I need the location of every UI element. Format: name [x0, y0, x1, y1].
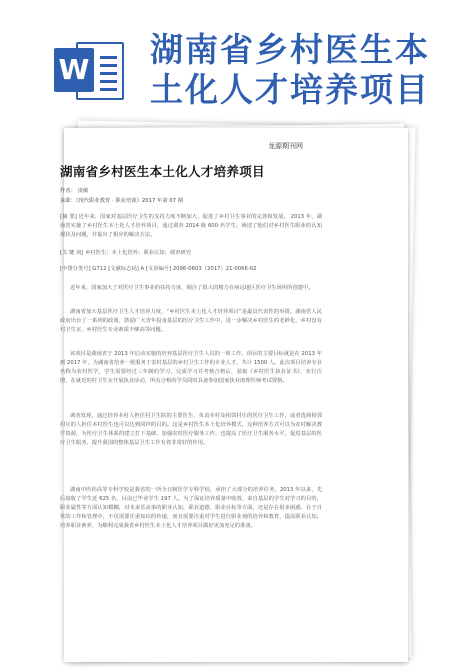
document-page	[64, 128, 408, 662]
banner-title-line-1: 湖南省乡村医生本	[150, 30, 430, 69]
abstract-paragraph: [摘 要] 近年来，国家对基层医疗卫生的支持力度不断加大，促进了乡村卫生事业的完善和发展。 2013 年，湖南省实施了乡村医生本土化人才培养项目，通过调查 2014 级 600 名学生，阐述了他们对乡村医生职业的认知现状及问题，并提出了相应的解决方法。	[60, 214, 322, 238]
source-label: 龙源期刊网	[268, 142, 303, 150]
body-paragraph: 近年来，国家加大了对医疗卫生事业的扶持力度，倾注了很大的精力在病远地区医疗卫生场所的创建中。	[70, 285, 314, 291]
author-line: 作者： 凌敏	[60, 188, 89, 194]
body-paragraph: 湖南中医药高等专科学校是我省的一所全日制医学专科学校，承担了大部分的培养任务。2013 年以来，先后接收了学生近 625 名，目前已毕业学生 197 人。为了保证培养质量中收效，来自基层的学生对学习的目的，职业属性等方面认知模糊，对未来乐从事的职业认知，职业道德、职业目标等方面，还是存在很多困惑，在于日常的工作和管理中，不仅需要注重知识的传递，而且需要注重对学生进行职业观的培养和教育，提高职业认知，培养职业素养，为顺利完成我省乡村医生本土化人才培养项目做好更加充足的准备。	[60, 487, 322, 529]
word-document-icon	[54, 36, 126, 104]
classification-paragraph: [中图分类号] G712 [文献标志码] A [文章编号] 2096-0603（2017）21-0066-02	[60, 266, 257, 272]
banner-title-line-2: 土化人才培养项目	[150, 70, 430, 109]
body-paragraph: 调查发现，通过培养本村人担任村卫生院的主要医生，负责本村及相邻村庄的医疗卫生工作，或者选择相邻村庄的人担任本村医生也可以达到同样的目的。这是乡村医生本土化培养模式，这种培养方式可以为农村解决教学资源，为医疗卫生体系的建立打下基础，加强农村医疗服务工作，也提高了医疗卫生服务水平，促进基层的医疗卫生服务，提升我国的整体基层卫生工作有着非常好的作用。	[60, 413, 322, 446]
keywords-paragraph: [关 键 词] 乡村医生；本土化培养；职业认知；调查研究	[60, 250, 192, 256]
document-preview	[64, 128, 412, 662]
body-paragraph: 湖南省加大基层医疗卫生人才培养力度，“乡村医生本土化人才培养项目”是最具代表性的举措。湖南省人民政府出台了一系列的政策，鼓励广大青年投身基层的医疗卫生工作中，进一步解决乡村医生的老龄化、乡村没有村卫生室、乡村医生专业素质不够高等问题。	[60, 309, 322, 333]
document-title: 湖南省乡村医生本土化人才培养项目	[60, 164, 265, 179]
banner	[0, 0, 474, 120]
word-logo-letter: W	[54, 48, 94, 92]
body-paragraph: 该项目是湖南省于 2013 年启动实施的培养基层医疗卫生人员的一项工作。项目的主要目标就是在 2013 年到 2017 年，为湖南省培养一批服务于农村基层的乡村卫生工作的专业人才，共计 1500 人。此次项目培养专业名称为农村医学，学生需要经过三年制的学习，完成学习并考核合格后，获取《乡村医生执业证书》，实行注册，在就近的村卫生室开展执业活动，所有合格的学员同时具备参加国家执业助理医师考试资格。	[60, 351, 322, 384]
origin-line: 来源：《现代职业教育 · 职业培训》2017 年第 07 期	[60, 198, 184, 204]
